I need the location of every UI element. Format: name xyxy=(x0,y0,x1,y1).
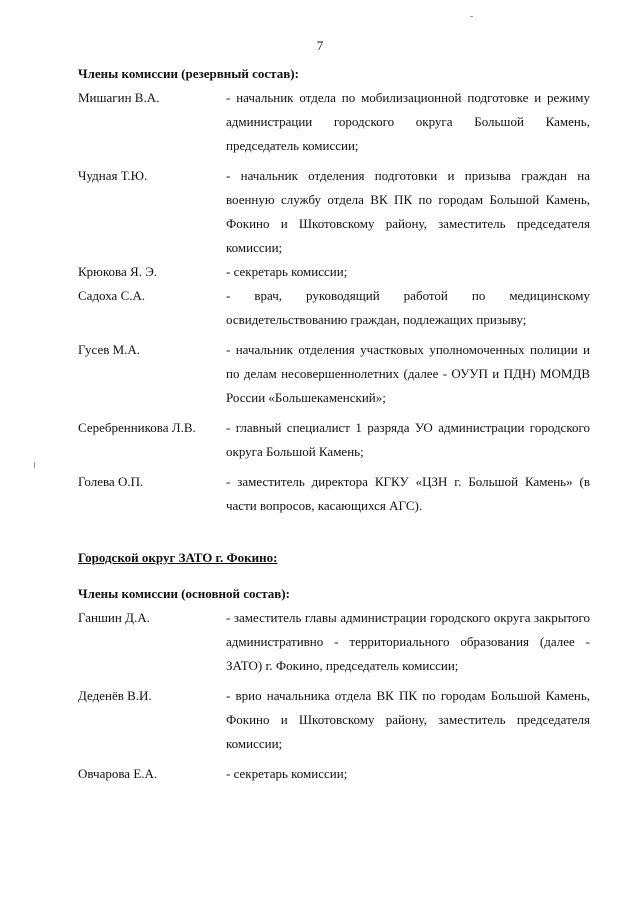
document-body xyxy=(78,62,590,786)
member-row xyxy=(78,338,590,410)
member-name: Овчарова Е.А. xyxy=(78,766,158,781)
member-name: Чудная Т.Ю. xyxy=(78,168,148,183)
member-name: Ганшин Д.А. xyxy=(78,610,150,625)
reserve-member-list xyxy=(78,86,590,518)
reserve-heading: Члены комиссии (резервный состав): xyxy=(78,66,299,81)
member-row xyxy=(78,86,590,158)
member-role: - главный специалист 1 разряда УО администрации городского округа Большой Камень; xyxy=(226,420,590,459)
member-row xyxy=(78,416,590,464)
member-name: Мишагин В.А. xyxy=(78,90,160,105)
member-role: - начальник отделения участковых уполномоченных полиции и по делам несовершеннолетних (далее - ОУУП и ПДН) МОМДВ России «Большекаменский»; xyxy=(226,342,590,405)
main-member-list xyxy=(78,606,590,786)
member-role: - заместитель директора КГКУ «ЦЗН г. Большой Камень» (в части вопросов, касающихся АГС). xyxy=(226,474,590,513)
member-row xyxy=(78,164,590,260)
member-role: - секретарь комиссии; xyxy=(226,264,348,279)
page-number: 7 xyxy=(316,38,324,53)
district-heading: Городской округ ЗАТО г. Фокино: xyxy=(78,550,278,565)
member-role: - начальник отдела по мобилизационной подготовке и режиму администрации городского округа Большой Камень, председатель комиссии; xyxy=(226,90,590,153)
member-role: - врач, руководящий работой по медицинскому освидетельствованию граждан, подлежащих призыву; xyxy=(226,288,590,327)
main-heading: Члены комиссии (основной состав): xyxy=(78,586,290,601)
member-name: Гусев М.А. xyxy=(78,342,141,357)
member-role: - начальник отделения подготовки и призыва граждан на военную службу отдела ВК ПК по городам Большой Камень, Фокино и Шкотовскому району, заместитель председателя комиссии; xyxy=(226,168,590,255)
member-name: Деденёв В.И. xyxy=(78,688,152,703)
member-name: Голева О.П. xyxy=(78,474,144,489)
member-role: - заместитель главы администрации городского округа закрытого административно - территориального образования (далее - ЗАТО) г. Фокино, председатель комиссии; xyxy=(226,610,590,673)
scan-mark-left xyxy=(34,462,35,468)
member-role: - врио начальника отдела ВК ПК по городам Большой Камень, Фокино и Шкотовскому району, заместитель председателя комиссии; xyxy=(226,688,590,751)
member-row xyxy=(78,684,590,756)
member-name: Садоха С.А. xyxy=(78,288,146,303)
scan-mark-top xyxy=(470,16,473,17)
member-row xyxy=(78,260,590,284)
member-role: - секретарь комиссии; xyxy=(226,766,348,781)
member-row xyxy=(78,606,590,678)
member-row xyxy=(78,470,590,518)
member-row xyxy=(78,762,590,786)
member-row xyxy=(78,284,590,332)
member-name: Серебренникова Л.В. xyxy=(78,420,196,435)
member-name: Крюкова Я. Э. xyxy=(78,264,158,279)
